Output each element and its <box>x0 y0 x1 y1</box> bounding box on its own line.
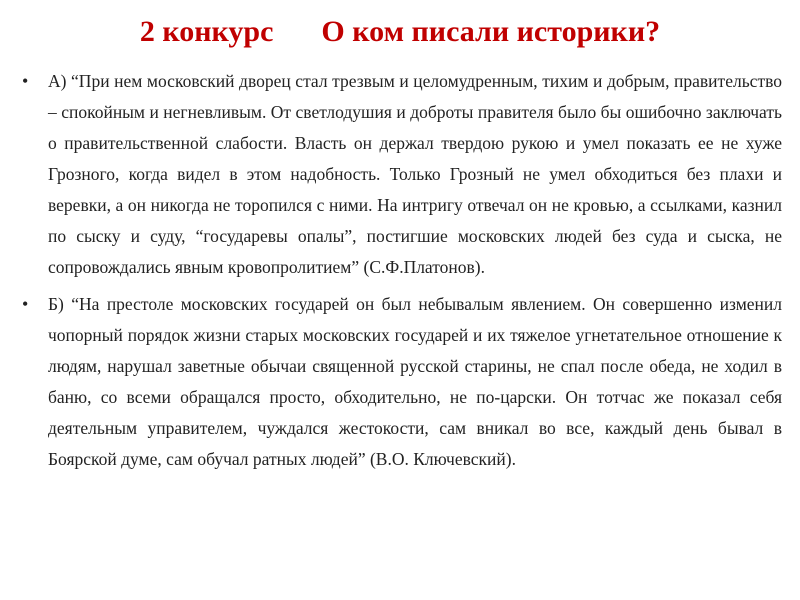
bullet-icon: • <box>22 294 29 314</box>
quote-a-text: А) “При нем московский дворец стал трезвым и целомудренным, тихим и добрым, правительство – спокойным и негневливым. От светлодушия и доброты правителя было бы ошибочно заключать о правительственной слабости. Власть он держал твердою рукою и умел показать ее не хуже Грозного, когда видел в этом надобность. Только Грозный не умел обходиться без плахи и веревки, а он никогда не торопился с ними. На интригу отвечал он не кровью, а ссылками, казнил по сыску и суду, “государевы опалы”, постигшие московских людей без суда и сыска, не сопровождались явным кровопролитием” (С.Ф.Платонов). <box>48 71 782 277</box>
bullet-icon: • <box>22 71 29 91</box>
title-question: О ком писали историки? <box>321 15 661 48</box>
list-item-b <box>22 289 782 475</box>
slide-title <box>0 14 800 50</box>
quote-b-text: Б) “На престоле московских государей он был небывалым явлением. Он совершенно изменил чопорный порядок жизни старых московских государей и их тяжелое угнетательное отношение к людям, нарушал заветные обычаи священной русской старины, не спал после обеда, не ходил в баню, со всеми обращался просто, обходительно, не по-царски. Он тотчас же показал себя деятельным управителем, чуждался жестокости, сам вникал во все, каждый день бывал в Боярской думе, сам обучал ратных людей” (В.О. Ключевский). <box>48 294 782 469</box>
list-item-a <box>22 66 782 283</box>
title-contest-number: 2 конкурс <box>139 15 274 48</box>
bullet-list <box>22 66 782 481</box>
